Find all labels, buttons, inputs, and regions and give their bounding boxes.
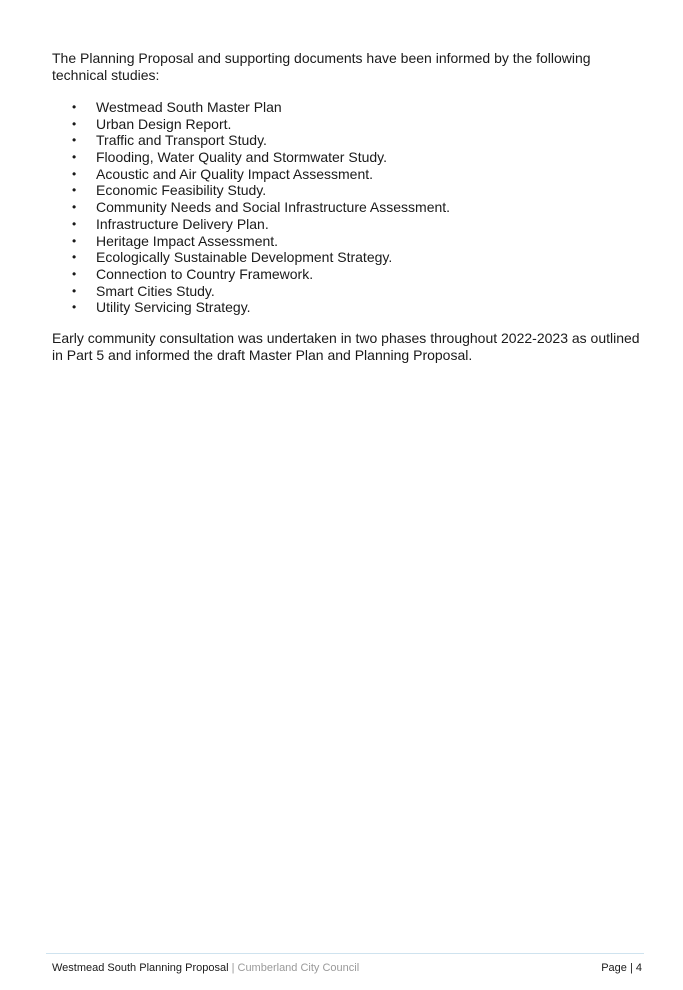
list-item [52,299,644,316]
list-item [52,199,644,216]
list-item-label: Ecologically Sustainable Development Strategy. [96,249,393,266]
list-item-label: Traffic and Transport Study. [96,132,267,149]
bullet-icon: • [72,183,77,198]
bullet-icon: • [72,233,77,248]
list-item [52,132,644,149]
technical-studies-list [52,99,644,316]
intro-paragraph: The Planning Proposal and supporting documents have been informed by the following technical studies: [52,50,591,83]
bullet-icon: • [72,200,77,215]
list-item-label: Community Needs and Social Infrastructure Assessment. [96,199,451,216]
list-item [52,283,644,300]
footer-document-title: Westmead South Planning Proposal [52,962,229,974]
page-number: Page | 4 [601,962,642,974]
bullet-icon: • [72,266,77,281]
bullet-icon: • [72,150,77,165]
list-item-label: Flooding, Water Quality and Stormwater Study. [96,149,388,166]
list-item-label: Acoustic and Air Quality Impact Assessment. [96,165,374,182]
list-item-label: Smart Cities Study. [96,282,215,299]
page-footer [52,961,642,975]
list-item-label: Westmead South Master Plan [96,99,282,115]
page-body [52,50,644,364]
footer-separator: | [231,962,235,974]
bullet-icon: • [72,133,77,148]
closing-paragraph: Early community consultation was undertaken in two phases throughout 2022-2023 as outlined in Part 5 and informed the draft Master Plan and Planning Proposal. [52,329,640,363]
list-item [52,216,644,233]
list-item [52,182,644,199]
list-item-label: Utility Servicing Strategy. [96,299,251,316]
list-item-label: Urban Design Report. [96,115,232,132]
bullet-icon: • [72,300,77,315]
list-item-label: Infrastructure Delivery Plan. [96,215,269,232]
list-item-label: Economic Feasibility Study. [96,182,267,199]
bullet-icon: • [72,283,77,298]
list-item [52,266,644,283]
bullet-icon: • [72,250,77,265]
list-item [52,233,644,250]
list-item [52,249,644,266]
list-item-label: Connection to Country Framework. [96,265,314,282]
bullet-icon: • [72,116,77,131]
bullet-icon: • [72,216,77,231]
bullet-icon: • [72,100,77,114]
list-item-label: Heritage Impact Assessment. [96,232,279,249]
footer-divider [46,953,644,954]
list-item [52,166,644,183]
list-item [52,149,644,166]
footer-organisation: Cumberland City Council [237,962,360,974]
list-item [52,116,644,133]
bullet-icon: • [72,166,77,181]
list-item [52,99,644,116]
